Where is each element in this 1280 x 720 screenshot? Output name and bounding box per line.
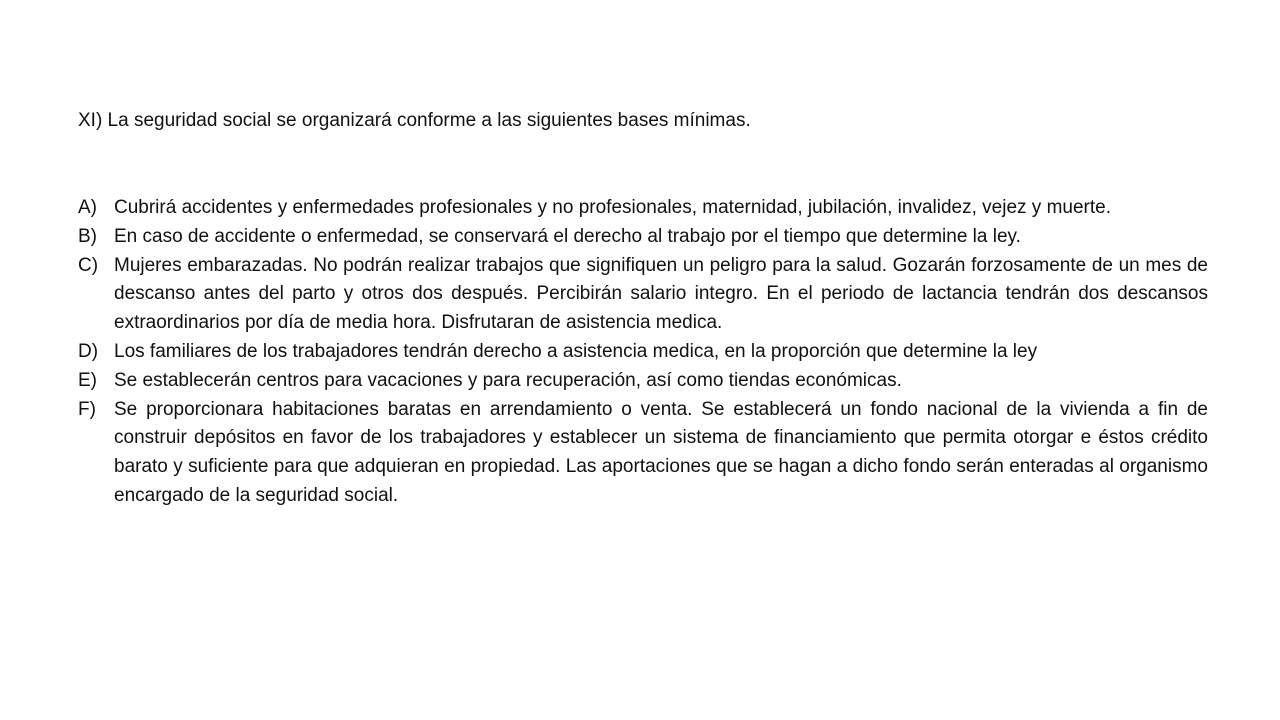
list-item-text: Cubrirá accidentes y enfermedades profesionales y no profesionales, maternidad, jubilación, invalidez, vejez y muerte.	[114, 197, 1111, 218]
list-marker: E)	[78, 369, 97, 391]
list-item	[78, 194, 1208, 223]
list-item	[78, 252, 1208, 338]
list-item	[78, 338, 1208, 367]
list-item-text: Los familiares de los trabajadores tendrán derecho a asistencia medica, en la proporción que determine la ley	[114, 340, 1038, 362]
list-item-text: Se establecerán centros para vacaciones y para recuperación, así como tiendas económicas.	[114, 369, 902, 391]
section-heading: XI) La seguridad social se organizará conforme a las siguientes bases mínimas.	[78, 110, 751, 131]
list-marker: B)	[78, 225, 97, 247]
bases-list	[78, 194, 1208, 511]
list-item	[78, 396, 1208, 511]
list-item-text: Se proporcionara habitaciones baratas en arrendamiento o venta. Se establecerá un fondo nacional de la vivienda a fin de construir depósitos en favor de los trabajadores y establecer un sistema de financiamiento que permita otorgar e éstos crédito barato y suficiente para que adquieran en propiedad. Las aportaciones que se hagan a dicho fondo serán enteradas al organismo encargado de la seguridad social.	[114, 398, 1208, 506]
list-marker: D)	[78, 340, 99, 362]
list-marker: C)	[78, 254, 99, 276]
list-item-text: Mujeres embarazadas. No podrán realizar trabajos que signifiquen un peligro para la salud. Gozarán forzosamente de un mes de descanso antes del parto y otros dos después. Percibirán salario integro. En el periodo de lactancia tendrán dos descansos extraordinarios por día de media hora. Disfrutaran de asistencia medica.	[114, 254, 1208, 334]
list-item-text: En caso de accidente o enfermedad, se conservará el derecho al trabajo por el tiempo que determine la ley.	[114, 225, 1021, 247]
list-marker: A)	[78, 197, 97, 218]
list-marker: F)	[78, 398, 96, 420]
list-item	[78, 223, 1208, 252]
list-item	[78, 367, 1208, 396]
